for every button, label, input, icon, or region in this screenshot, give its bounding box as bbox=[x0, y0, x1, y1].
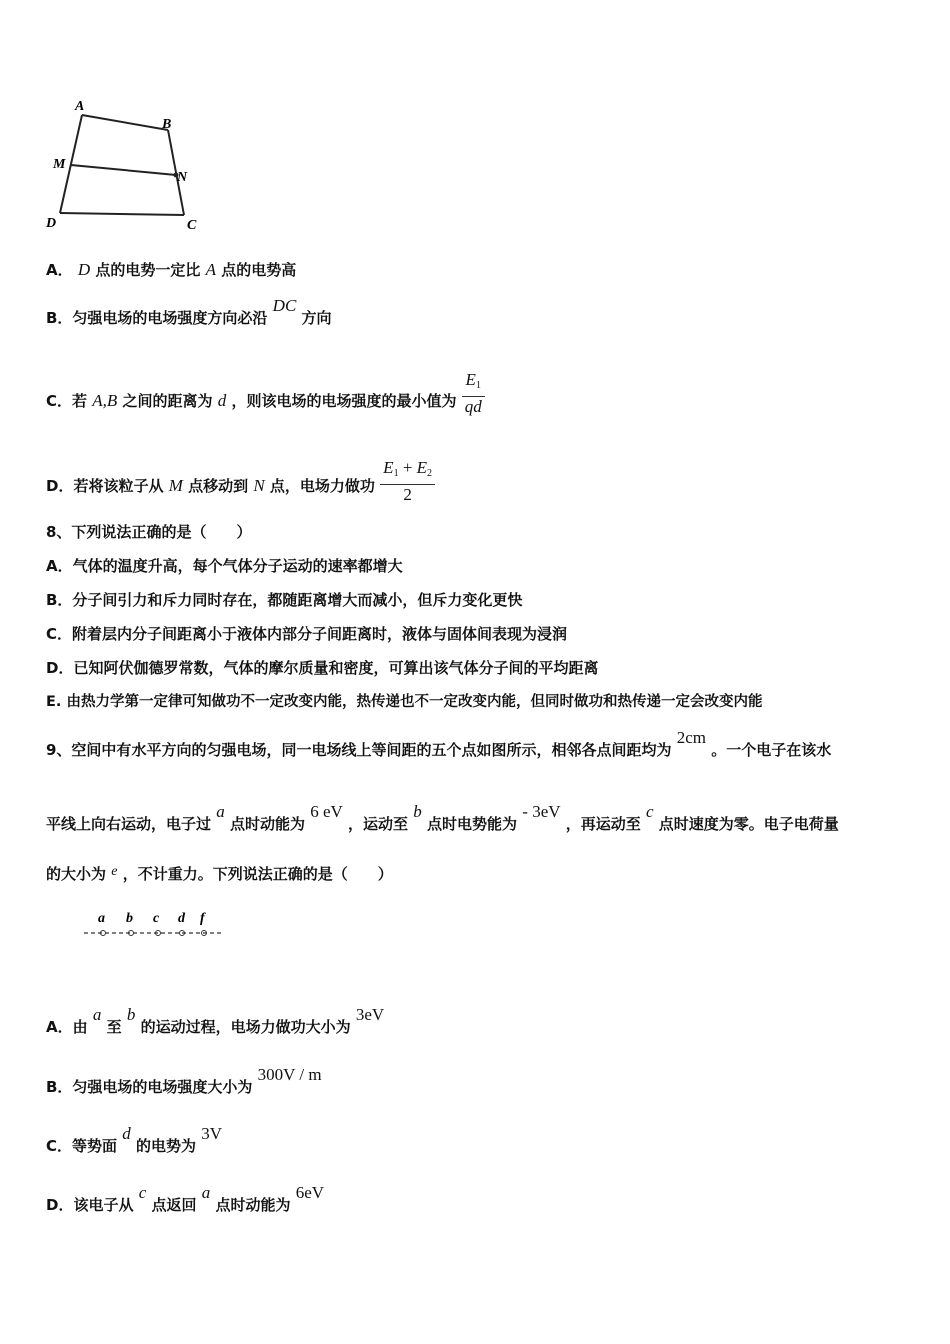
q7-option-a bbox=[46, 260, 296, 280]
q9-d-value: 6eV bbox=[295, 1183, 325, 1202]
electron-charge-e: e bbox=[111, 864, 118, 879]
point-a: A bbox=[205, 260, 216, 279]
q7-a-text1: 点的电势一定比 bbox=[95, 261, 201, 279]
frac-num-sub: 1 bbox=[475, 380, 481, 391]
frac-den: qd bbox=[464, 397, 482, 416]
q9-stem-line3 bbox=[46, 864, 393, 886]
q9-b-label: B．匀强电场的电场强度大小为 bbox=[46, 1078, 253, 1096]
q8-option-a: A．气体的温度升高，每个气体分子运动的速率都增大 bbox=[46, 557, 403, 575]
q7-d-text2: 点，电场力做功 bbox=[269, 477, 375, 495]
q7-option-b bbox=[46, 296, 332, 328]
q7-d-label: D．若将该粒子从 bbox=[46, 477, 164, 495]
q9-stem2-e: ，再运动至 bbox=[565, 815, 641, 833]
point-m: M bbox=[168, 476, 183, 495]
q9-a-text2: 的运动过程，电场力做功大小为 bbox=[140, 1018, 351, 1036]
q9-stem3-a: 的大小为 bbox=[46, 865, 107, 883]
q9-a-point1: a bbox=[92, 1005, 102, 1024]
q9-c-text1: 的电势为 bbox=[135, 1137, 196, 1155]
field-line-figure bbox=[80, 906, 230, 942]
q8-option-c: C．附着层内分子间距离小于液体内部分子间距离时，液体与固体间表现为浸润 bbox=[46, 625, 568, 643]
q9-a-value: 3eV bbox=[355, 1005, 385, 1024]
q9-a-text1: 至 bbox=[106, 1018, 122, 1036]
potential-energy-b: - 3eV bbox=[522, 802, 561, 821]
q9-c-point1: d bbox=[122, 1124, 131, 1143]
q9-stem1-text: 9、空间中有水平方向的匀强电场，同一电场线上等间距的五个点如图所示，相邻各点间距均为 bbox=[46, 741, 672, 759]
q8-option-e: E. 由热力学第一定律可知做功不一定改变内能，热传递也不一定改变内能，但同时做功和热传递一定会改变内能 bbox=[46, 694, 763, 710]
q9-c-label: C．等势面 bbox=[46, 1137, 118, 1155]
kinetic-energy-a: 6 eV bbox=[310, 802, 343, 821]
q9-d-text2: 点时动能为 bbox=[215, 1196, 291, 1214]
q7-option-d bbox=[46, 458, 435, 510]
frac-num-b-sub: 2 bbox=[427, 468, 433, 479]
q7-b-text1: 方向 bbox=[301, 309, 332, 327]
label-d: D bbox=[46, 216, 57, 231]
fig-label-a: a bbox=[98, 911, 105, 926]
label-m: M bbox=[53, 157, 66, 172]
q8-option-d: D．已知阿伏伽德罗常数，气体的摩尔质量和密度，可算出该气体分子间的平均距离 bbox=[46, 659, 599, 677]
points-ab: A,B bbox=[92, 391, 118, 410]
edge-cd bbox=[60, 213, 184, 215]
q9-b-value: 300V / m bbox=[257, 1065, 322, 1084]
segment-mn bbox=[71, 165, 176, 175]
q7-b-label: B．匀强电场的电场强度方向必沿 bbox=[46, 309, 268, 327]
frac-num: E bbox=[465, 370, 476, 389]
q9-option-d bbox=[46, 1183, 325, 1215]
frac-num-a: E bbox=[383, 458, 394, 477]
point-d: D bbox=[77, 260, 91, 279]
quadrilateral-figure bbox=[40, 95, 210, 240]
q9-option-b bbox=[46, 1065, 322, 1097]
q9-option-c bbox=[46, 1124, 223, 1156]
q9-stem3-b: ，不计重力。下列说法正确的是（ ） bbox=[122, 865, 393, 883]
q9-stem2-a: 平线上向右运动，电子过 bbox=[46, 815, 212, 833]
point-a-q9: a bbox=[216, 802, 225, 821]
fig-label-f: f bbox=[200, 911, 205, 926]
fig-label-b: b bbox=[126, 911, 133, 926]
q9-stem2-f: 点时速度为零。电子电荷量 bbox=[658, 815, 839, 833]
edge-ab bbox=[82, 115, 168, 130]
q7-c-text1: 之间的距离为 bbox=[122, 392, 213, 410]
q9-stem-line2 bbox=[46, 802, 839, 834]
q9-spacing-value: 2cm bbox=[676, 728, 706, 747]
q7-a-text2: 点的电势高 bbox=[221, 261, 297, 279]
q9-stem1-end: 。一个电子在该水 bbox=[711, 741, 832, 759]
q9-c-value: 3V bbox=[201, 1124, 223, 1143]
q7-a-label: A． bbox=[46, 261, 73, 279]
q7-d-text1: 点移动到 bbox=[188, 477, 249, 495]
distance-d: d bbox=[217, 391, 227, 410]
q9-d-point2: a bbox=[201, 1183, 211, 1202]
q9-stem2-c: ，运动至 bbox=[348, 815, 409, 833]
q9-a-label: A．由 bbox=[46, 1018, 88, 1036]
q9-d-point1: c bbox=[138, 1183, 147, 1202]
label-c: C bbox=[187, 218, 197, 233]
fig-label-c: c bbox=[153, 911, 160, 926]
fig-label-d: d bbox=[178, 911, 185, 926]
label-n: N bbox=[177, 170, 188, 185]
q9-a-point2: b bbox=[126, 1005, 136, 1024]
direction-dc: DC bbox=[272, 296, 297, 315]
q7-c-text2: ，则该电场的电场强度的最小值为 bbox=[231, 392, 457, 410]
label-b: B bbox=[162, 117, 172, 132]
frac-num-a-sub: 1 bbox=[393, 468, 399, 479]
q8-option-b: B．分子间引力和斥力同时存在，都随距离增大而减小，但斥力变化更快 bbox=[46, 591, 523, 609]
q7-c-label: C．若 bbox=[46, 392, 88, 410]
frac-num-b: E bbox=[416, 458, 428, 477]
fraction-e1-plus-e2-over-2 bbox=[380, 458, 435, 505]
fraction-e1-over-qd bbox=[462, 370, 485, 417]
point-b-q9: b bbox=[413, 802, 422, 821]
point-c-q9: c bbox=[646, 802, 654, 821]
q7-option-c bbox=[46, 370, 485, 425]
q9-option-a bbox=[46, 1005, 385, 1037]
q9-d-label: D．该电子从 bbox=[46, 1196, 134, 1214]
point-n: N bbox=[253, 476, 265, 495]
frac-den-2: 2 bbox=[403, 485, 412, 504]
label-a: A bbox=[75, 99, 85, 114]
q9-d-text1: 点返回 bbox=[151, 1196, 197, 1214]
q8-stem: 8、下列说法正确的是（ ） bbox=[46, 523, 252, 541]
q9-stem2-b: 点时动能为 bbox=[229, 815, 305, 833]
q9-stem-line1 bbox=[46, 728, 832, 760]
frac-plus: + bbox=[398, 458, 417, 477]
q9-stem2-d: 点时电势能为 bbox=[427, 815, 518, 833]
